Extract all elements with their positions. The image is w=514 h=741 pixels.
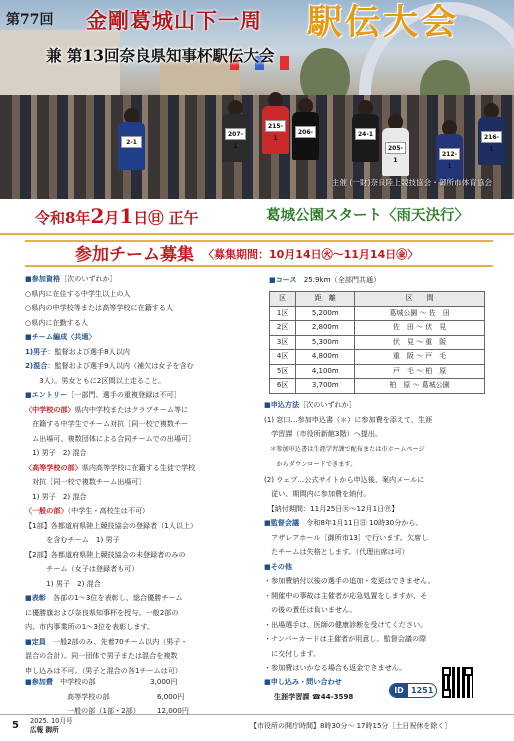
text: を含むチーム 1) 男子 [25,535,120,544]
date-weekday: ㊐ [148,209,164,227]
section: 伏 見 〜 重 阪 [355,335,485,350]
flag [280,56,289,70]
text: 各部の1〜3位を表彰し、総合優勝チーム [45,593,183,602]
text: 申し込みは不可。（男子と混合の各1チームは可） [25,665,183,675]
division-label: 〈一般の部〉 [25,506,68,515]
text-line [264,398,496,413]
text: ［次のいずれか］ [60,274,117,283]
col-header: 区 [270,292,296,307]
text-line [25,316,263,331]
text-line [25,417,263,432]
text-line [264,502,496,517]
leg: 6区 [270,379,296,394]
text: ・開催中の事故は主催者が応急処置をしますが、そ [264,590,428,600]
section-heading: ■参加資格 [25,274,61,283]
text-line [25,635,263,650]
fee-category: 一般の部（1部・2部） [67,706,140,715]
text-line [25,432,263,447]
text-line [25,548,263,563]
text: ム出場可、複数団体による合同チームでの出場可］ [25,433,196,443]
text: 内、市内事業所の1〜3位を表彰します。 [25,622,155,631]
text: ○県内に在勤する人 [25,317,88,327]
text-line [25,287,263,302]
text: 1) 男子 2) 混合 [25,491,87,501]
text: 【納付期間：11月25日㊋〜12月1日㊊】 [264,503,399,513]
edition-label: 第77回 [6,12,54,28]
leg: 3区 [270,335,296,350]
text-line [264,618,496,633]
section: 重 阪 〜 戸 毛 [355,350,485,365]
section-heading: ■その他 [264,561,292,571]
contact-dept: 生涯学習課 [274,691,310,701]
distance: 3,700m [296,379,355,394]
fee-category: 高等学校の部 [67,691,110,701]
distance: 2,800m [296,321,355,336]
text: ・ナンバーカードは主催者が用意し、監督会議の際 [264,634,427,643]
table-row [270,350,485,365]
recruit-title: 参加チーム募集 [75,245,194,265]
office-hours: 【市役所の開庁時間】8時30分〜 17時15分［土日祝休を除く］ [250,722,452,730]
text: たチームは失格とします。（代理出席は可） [264,547,409,556]
text-line [25,272,263,287]
fee-row [25,675,263,690]
distance: 5,300m [296,335,355,350]
text: ［一部門、選手の重複登録は不可］ [67,390,181,399]
text-line [264,487,496,502]
text: 【1部】各都道府県陸上競技協会の登録者（1人以上） [25,520,198,530]
text: ・参加費納付以後の選手の追加・変更はできません。 [264,576,435,585]
text: に優勝旗および奈良県知事杯を授与。一般2部の [25,607,179,617]
text-line [25,606,263,621]
text-line [25,649,263,664]
text-line [25,591,263,606]
section-heading: ■表彰 [25,593,46,602]
fee-category: 中学校の部 [60,677,96,686]
text: ：監督および選手9人以内（補欠は女子を含む [47,361,194,370]
text-line [25,330,263,345]
text: 従い、期間内に参加費を納付。 [264,489,371,498]
text-line [264,589,496,604]
text: 令和8年1月11日㊐ 10時30分から、 [299,518,423,527]
bib-number: 216-1 [481,131,502,143]
text-line [264,545,496,560]
text-line [25,533,263,548]
fee-row [25,690,263,705]
division-label: 〈高等学校の部〉 [25,462,82,472]
text: ：監督および選手8人以内 [47,346,130,356]
leg: 4区 [270,350,296,365]
course-table [269,291,485,394]
recruit-period: 〈募集期間：10月14日㊋〜11月14日㊎〉 [203,248,419,261]
text-line [25,446,263,461]
date-time: 正午 [168,209,199,227]
text-line [25,359,263,374]
issue-info [30,717,73,735]
text: 県内中学校またはクラブチーム等に [74,404,189,414]
text-line [264,560,496,575]
event-date [35,203,199,229]
text: ・出場選手は、医師の健康診断を受けてください。 [264,619,428,629]
magazine-name: 広報 御所 [30,726,59,734]
section-heading: ■定員 [25,636,46,646]
leg: 5区 [270,364,296,379]
fee-amount: 12,000円 [157,706,189,715]
text-line [264,574,496,589]
recruit-header [25,240,493,267]
text: ［次のいずれか］ [299,400,356,409]
contact-label: ■申し込み・問い合わせ [264,677,342,686]
course-header-row [270,292,485,307]
text-line [264,632,496,647]
text: チーム（女子は登録者も可） [25,564,139,573]
section-heading: ■申込方法 [264,400,300,409]
leg: 1区 [270,306,296,321]
text-line [25,475,263,490]
page-number: 5 [12,720,19,731]
content-id-badge [389,683,437,698]
text: ○県内に在住する中学生以上の人 [25,288,131,298]
bib-number: 215-1 [265,120,286,132]
text: 一般2部のみ、先着70チーム以内（男子・ [45,636,188,646]
text: アザレアホール［御所市13］で行います。欠席し [264,532,429,542]
text-line [264,427,496,442]
bib-number: 206-1 [295,126,316,138]
contact-line [264,690,353,705]
text: 1) 男子 2) 混合 [25,448,87,457]
date-day: 1 [119,204,134,228]
text-line [25,301,263,316]
right-column [264,398,496,676]
qr-code-icon[interactable] [442,667,473,698]
contact-tel: ☎44-3598 [311,691,354,701]
text-line [25,620,263,635]
col-header: 距 離 [296,292,355,307]
section: 柏 原 〜 葛城公園 [355,379,485,394]
issue-month: 2025. 10月号 [30,717,73,725]
start-location [266,206,469,225]
section-heading: ■監督会議 [264,518,300,527]
text-line [25,388,263,403]
text: 3人）。男女ともに2区間以上走ること。 [25,375,166,385]
section: 葛城公園 〜 佐 田 [355,306,485,321]
text: の後の責任は負いません。 [264,605,357,614]
fee-section [25,675,263,719]
text: に交付します。 [264,648,321,658]
text: 在籍する中学生でチーム対抗［同一校で複数チー [25,419,189,428]
table-row [270,335,485,350]
section-heading: ■エントリー [25,390,68,399]
text-line [264,531,496,546]
text-line [264,516,496,531]
start-text: 葛城公園スタート [266,207,382,224]
distance: 4,800m [296,350,355,365]
table-row [270,364,485,379]
text: 1) 男子 2) 混合 [25,578,101,588]
text: （中学生・高校生は不可） [67,506,150,515]
contact-section [264,675,353,704]
fee-label: ■参加費 [25,677,53,686]
text-line [25,504,263,519]
bib-number: 207-1 [225,128,246,140]
text: (2) ウェブ…公式サイトから申込後、案内メールに [264,474,425,484]
option-label: 1)男子 [25,346,48,356]
text-line [25,345,263,360]
event-title-big: 駅伝大会 [307,2,460,43]
option-label: 2)混合 [25,361,48,370]
bib-number: 212-1 [439,148,460,160]
table-row [270,379,485,394]
sponsor-text: 主催 (一財)奈良陸上競技協会・御所市体育協会 [331,178,492,187]
text-line [25,577,263,592]
text-line [25,374,263,389]
left-column [25,272,263,678]
section: 佐 田 〜 伏 見 [355,321,485,336]
distance: 5,200m [296,306,355,321]
col-header: 区 間 [355,292,485,307]
date-month-unit: 月 [104,209,120,227]
text-line [264,473,496,488]
text: 混合の合計）。同一団体で男子または混合を複数 [25,651,178,660]
date-month: 2 [90,204,105,228]
text-line [25,519,263,534]
distance: 4,100m [296,364,355,379]
event-title: 金剛葛城山下一周 [86,8,262,33]
text-line [25,490,263,505]
table-row [270,306,485,321]
text: ○県内の中学校等または高等学校に在籍する人 [25,303,174,312]
text-line [264,603,496,618]
text-line [264,647,496,662]
text-line [25,403,263,418]
bib-number: 24-1 [355,128,376,140]
date-day-unit: 日 [133,209,149,227]
bib-number: 205-1 [385,142,406,154]
course-label: ■コース [269,275,297,284]
course-heading [269,273,380,288]
fee-amount: 3,000円 [150,677,178,686]
course-note: 25.9km（全部門共通） [303,275,381,284]
section-heading: ■チーム編成〈共通〉 [25,332,96,341]
table-row [270,321,485,336]
text-line [264,442,496,458]
text-line [264,413,496,428]
bib-number: 2-1 [121,136,142,148]
text: (1) 窓口…参加申込書（＊）に参加費を添えて、生涯 [264,414,433,424]
text-line [25,562,263,577]
text-line [25,461,263,476]
leg: 2区 [270,321,296,336]
event-subtitle: 兼 第13回奈良県知事杯駅伝大会 [46,46,275,65]
text: 対抗［同一校で複数チーム出場可］ [25,477,146,486]
small-note: からダウンロードできます。 [264,461,357,468]
text: 県内高等学校に在籍する生徒で学校 [81,462,196,472]
text: 【2部】各都道府県陸上競技協会の未登録者のみの [25,549,186,559]
division-label: 〈中学校の部〉 [25,404,75,414]
small-note: ＊参加申込書は生涯学習課で配布または市ホームページ [264,445,425,453]
text-line [264,457,496,473]
section: 戸 毛 〜 柏 原 [355,364,485,379]
text: 学習課（市役所新館3階）へ提出。 [264,429,383,438]
weather-note: 〈雨天決行〉 [382,207,469,224]
fee-amount: 6,000円 [157,691,185,701]
date-era: 令和8年 [35,209,91,227]
id-value: 1251 [411,686,434,695]
id-label: ID [390,684,408,697]
text: ・参加費はいかなる場合も返金できません。 [264,663,407,672]
